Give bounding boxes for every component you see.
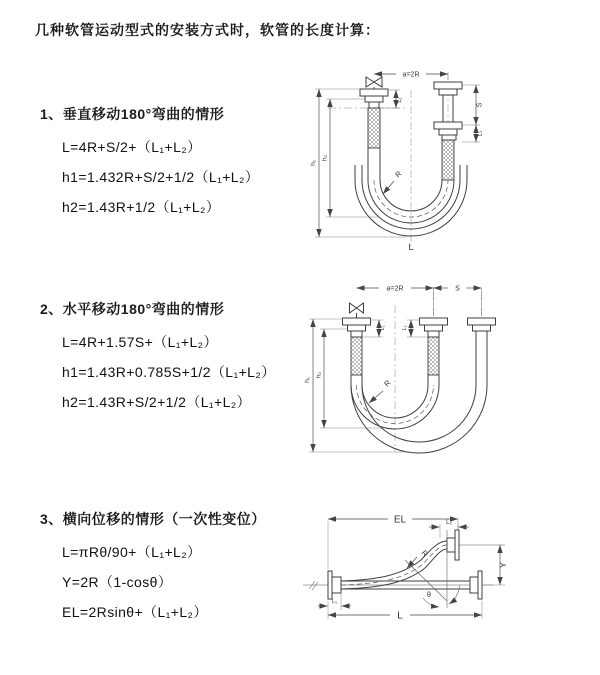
dim-s-label: S bbox=[455, 285, 460, 293]
section-1-heading: 1、垂直移动180°弯曲的情形 bbox=[40, 106, 225, 122]
valve-icon bbox=[366, 77, 382, 89]
braid-hatch bbox=[442, 140, 454, 180]
section-1-formulas bbox=[40, 132, 259, 222]
valve-icon bbox=[350, 303, 364, 318]
flange bbox=[420, 318, 448, 337]
diagram-lateral-displacement bbox=[295, 500, 595, 650]
dimension-l1-right bbox=[462, 125, 484, 142]
braid-hatch bbox=[368, 108, 380, 148]
formula-line: L=4R+1.57S+（L₁+L₂） bbox=[62, 334, 218, 350]
break-mark bbox=[309, 581, 318, 590]
formula-line: EL=2Rsinθ+（L₁+L₂） bbox=[62, 604, 208, 620]
radius-leader bbox=[369, 378, 393, 403]
dimension-h1 bbox=[310, 89, 407, 237]
braid-hatch bbox=[351, 337, 362, 375]
diagram-horizontal-180-bend bbox=[303, 280, 548, 460]
pipe-wall bbox=[476, 331, 487, 385]
dimension-l bbox=[328, 601, 482, 622]
dimension-l2 bbox=[429, 520, 469, 538]
hose-wall bbox=[368, 148, 380, 180]
angle-label: θ bbox=[427, 592, 431, 599]
radius-label: R bbox=[382, 378, 393, 389]
dim-l1-label: L₁ bbox=[397, 97, 403, 103]
flange bbox=[468, 318, 496, 331]
radius-label: R bbox=[393, 169, 404, 180]
hose-wall bbox=[428, 375, 439, 385]
dim-h2-label: h₂ bbox=[321, 154, 329, 162]
section-3 bbox=[40, 509, 266, 627]
flange bbox=[328, 571, 341, 599]
formula-line: L=4R+S/2+（L₁+L₂） bbox=[62, 139, 202, 155]
dim-l-label: L bbox=[397, 610, 403, 622]
braid-hatch bbox=[428, 337, 439, 375]
dimension-el bbox=[328, 515, 458, 570]
hose-u-bend bbox=[351, 385, 487, 453]
formula-line: h1=1.432R+S/2+1/2（L₁+L₂） bbox=[62, 169, 260, 185]
diagram-vertical-180-bend bbox=[310, 68, 540, 263]
dim-l1-label: L₁ bbox=[380, 325, 386, 331]
dim-a-label: a=2R bbox=[386, 285, 404, 293]
hose-s-bend bbox=[341, 541, 447, 589]
dimension-s bbox=[462, 85, 484, 125]
flange bbox=[434, 122, 462, 140]
dimension-s bbox=[434, 286, 482, 293]
flange bbox=[360, 89, 388, 108]
length-label: L bbox=[408, 242, 414, 252]
flange bbox=[434, 82, 462, 95]
hose-wall bbox=[351, 375, 362, 385]
formula-line: h2=1.43R+S/2+1/2（L₁+L₂） bbox=[62, 394, 252, 410]
section-1 bbox=[40, 104, 259, 222]
section-3-formulas bbox=[40, 537, 266, 627]
flange bbox=[343, 318, 371, 337]
section-3-heading: 3、横向位移的情形（一次性变位） bbox=[40, 511, 266, 527]
dim-h1-label: h₁ bbox=[304, 377, 311, 383]
flange bbox=[447, 530, 459, 560]
dim-h2-label: h₂ bbox=[315, 371, 323, 379]
section-2 bbox=[40, 299, 276, 417]
dimension-a bbox=[374, 72, 448, 81]
formula-line: h1=1.43R+0.785S+1/2（L₁+L₂） bbox=[62, 364, 276, 380]
flange bbox=[470, 571, 482, 599]
dimension-y bbox=[482, 545, 508, 585]
radius-leader bbox=[383, 169, 404, 194]
dim-s-label: S bbox=[476, 102, 484, 108]
dim-el-label: EL bbox=[393, 514, 407, 526]
dimension-a bbox=[357, 286, 482, 317]
formula-line: h2=1.43R+1/2（L₁+L₂） bbox=[62, 199, 221, 215]
section-2-formulas bbox=[40, 327, 276, 417]
section-2-heading: 2、水平移动180°弯曲的情形 bbox=[40, 301, 225, 317]
page-title: 几种软管运动型式的安装方式时，软管的长度计算： bbox=[35, 22, 380, 38]
dim-l1-label: L₁ bbox=[477, 130, 484, 137]
formula-line: Y=2R（1-cosθ） bbox=[62, 574, 173, 590]
dim-l2-label: L₂ bbox=[446, 520, 452, 526]
radius-label: R bbox=[419, 548, 430, 559]
dim-a-label: a=2R bbox=[402, 71, 420, 79]
formula-line: L=πRθ/90+（L₁+L₂） bbox=[62, 544, 202, 560]
dim-l1-label: L₁ bbox=[332, 599, 337, 605]
dim-l1-label: L₁ bbox=[402, 325, 408, 331]
dimension-l1 bbox=[318, 594, 351, 610]
dim-y-label: Y bbox=[498, 562, 508, 568]
dim-h1-label: h₁ bbox=[310, 160, 317, 166]
